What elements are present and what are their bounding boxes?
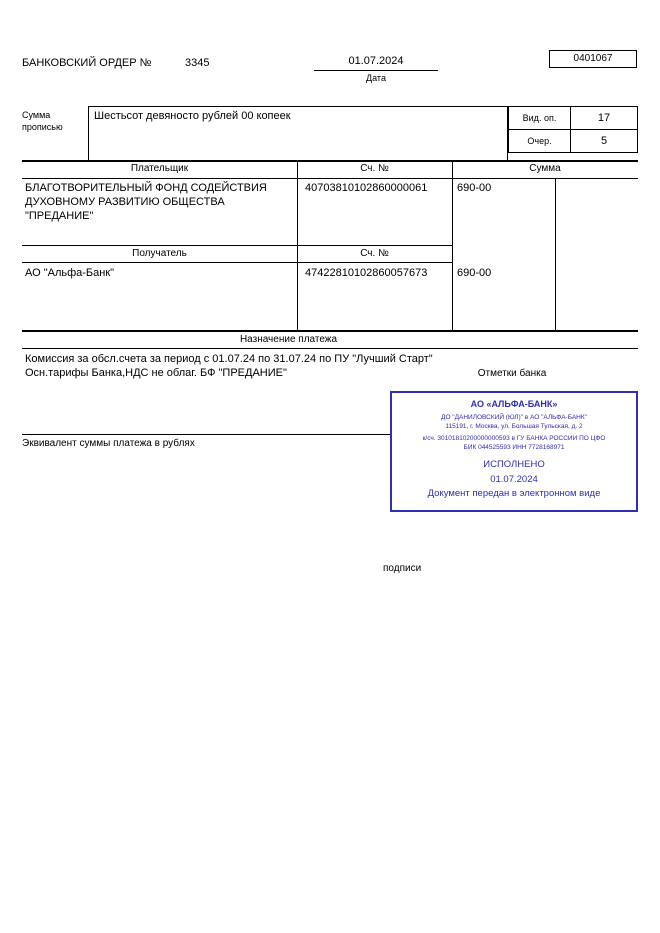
sum-column-left-divider xyxy=(452,160,453,330)
amount-words-label: Сумма прописью xyxy=(22,110,63,132)
order-number: 3345 xyxy=(185,57,210,69)
table-top-border xyxy=(22,160,638,162)
stamp-bik-inn: БИК 044525593 ИНН 7728168971 xyxy=(463,444,565,451)
recipient-column-header: Получатель xyxy=(132,248,187,259)
purpose-text-line1: Комиссия за обсл.счета за период с 01.07.24 по 31.07.24 по ПУ "Лучший Старт" xyxy=(25,353,433,365)
recipient-header-bottom-border xyxy=(22,262,452,263)
sum-column-right-divider xyxy=(555,178,556,330)
form-code-box: 0401067 xyxy=(549,50,637,68)
vid-op-label: Вид. оп. xyxy=(508,106,571,130)
equivalent-divider xyxy=(22,434,390,435)
sum-column-header: Сумма xyxy=(529,163,561,174)
amount-in-words: Шестьсот девяносто рублей 00 копеек xyxy=(88,106,508,160)
payer-amount: 690-00 xyxy=(457,182,492,194)
signatures-label: подписи xyxy=(383,563,422,574)
ocher-label: Очер. xyxy=(508,129,571,153)
stamp-note: Документ передан в электронном виде xyxy=(427,488,601,499)
date-label: Дата xyxy=(366,73,386,83)
stamp-status: ИСПОЛНЕНО xyxy=(483,459,545,470)
bank-stamp xyxy=(390,391,638,512)
stamp-corr-account: к/сч. 30101810200000000593 в ГУ БАНКА РОССИИ ПО ЦФО xyxy=(422,435,606,442)
equivalent-label: Эквивалент суммы платежа в рублях xyxy=(22,438,195,449)
payer-account: 40703810102860000061 xyxy=(305,182,428,194)
recipient-amount: 690-00 xyxy=(457,267,492,279)
recipient-header-top-border xyxy=(22,245,452,246)
purpose-header: Назначение платежа xyxy=(239,334,338,345)
stamp-branch: ДО "ДАНИЛОВСКИЙ (ЮЛ)" в АО "АЛЬФА-БАНК" xyxy=(441,414,587,421)
stamp-address: 115191, г. Москва, ул. Большая Тульская, д. 2 xyxy=(445,423,583,430)
stamp-bank-name: АО «АЛЬФА-БАНК» xyxy=(470,399,558,409)
table-header-divider xyxy=(22,178,638,179)
bank-marks-label: Отметки банка xyxy=(477,368,547,379)
payer-column-header: Плательщик xyxy=(130,163,189,174)
recipient-account-header: Сч. № xyxy=(360,248,389,259)
purpose-text-line2: Осн.тарифы Банка,НДС не облаг. БФ "ПРЕДАНИЕ" xyxy=(25,367,287,379)
stamp-date: 01.07.2024 xyxy=(490,474,538,485)
recipient-account: 47422810102860057673 xyxy=(305,267,428,279)
document-title: БАНКОВСКИЙ ОРДЕР № xyxy=(22,57,152,69)
payer-name: БЛАГОТВОРИТЕЛЬНЫЙ ФОНД СОДЕЙСТВИЯ ДУХОВНОМУ РАЗВИТИЮ ОБЩЕСТВА "ПРЕДАНИЕ" xyxy=(25,182,267,222)
table-bottom-border xyxy=(22,330,638,332)
date-value: 01.07.2024 xyxy=(314,55,438,71)
vid-op-value: 17 xyxy=(570,106,638,130)
recipient-name: АО "Альфа-Банк" xyxy=(25,267,115,279)
account-column-header: Сч. № xyxy=(360,163,389,174)
purpose-header-divider xyxy=(22,348,638,349)
ocher-value: 5 xyxy=(570,129,638,153)
